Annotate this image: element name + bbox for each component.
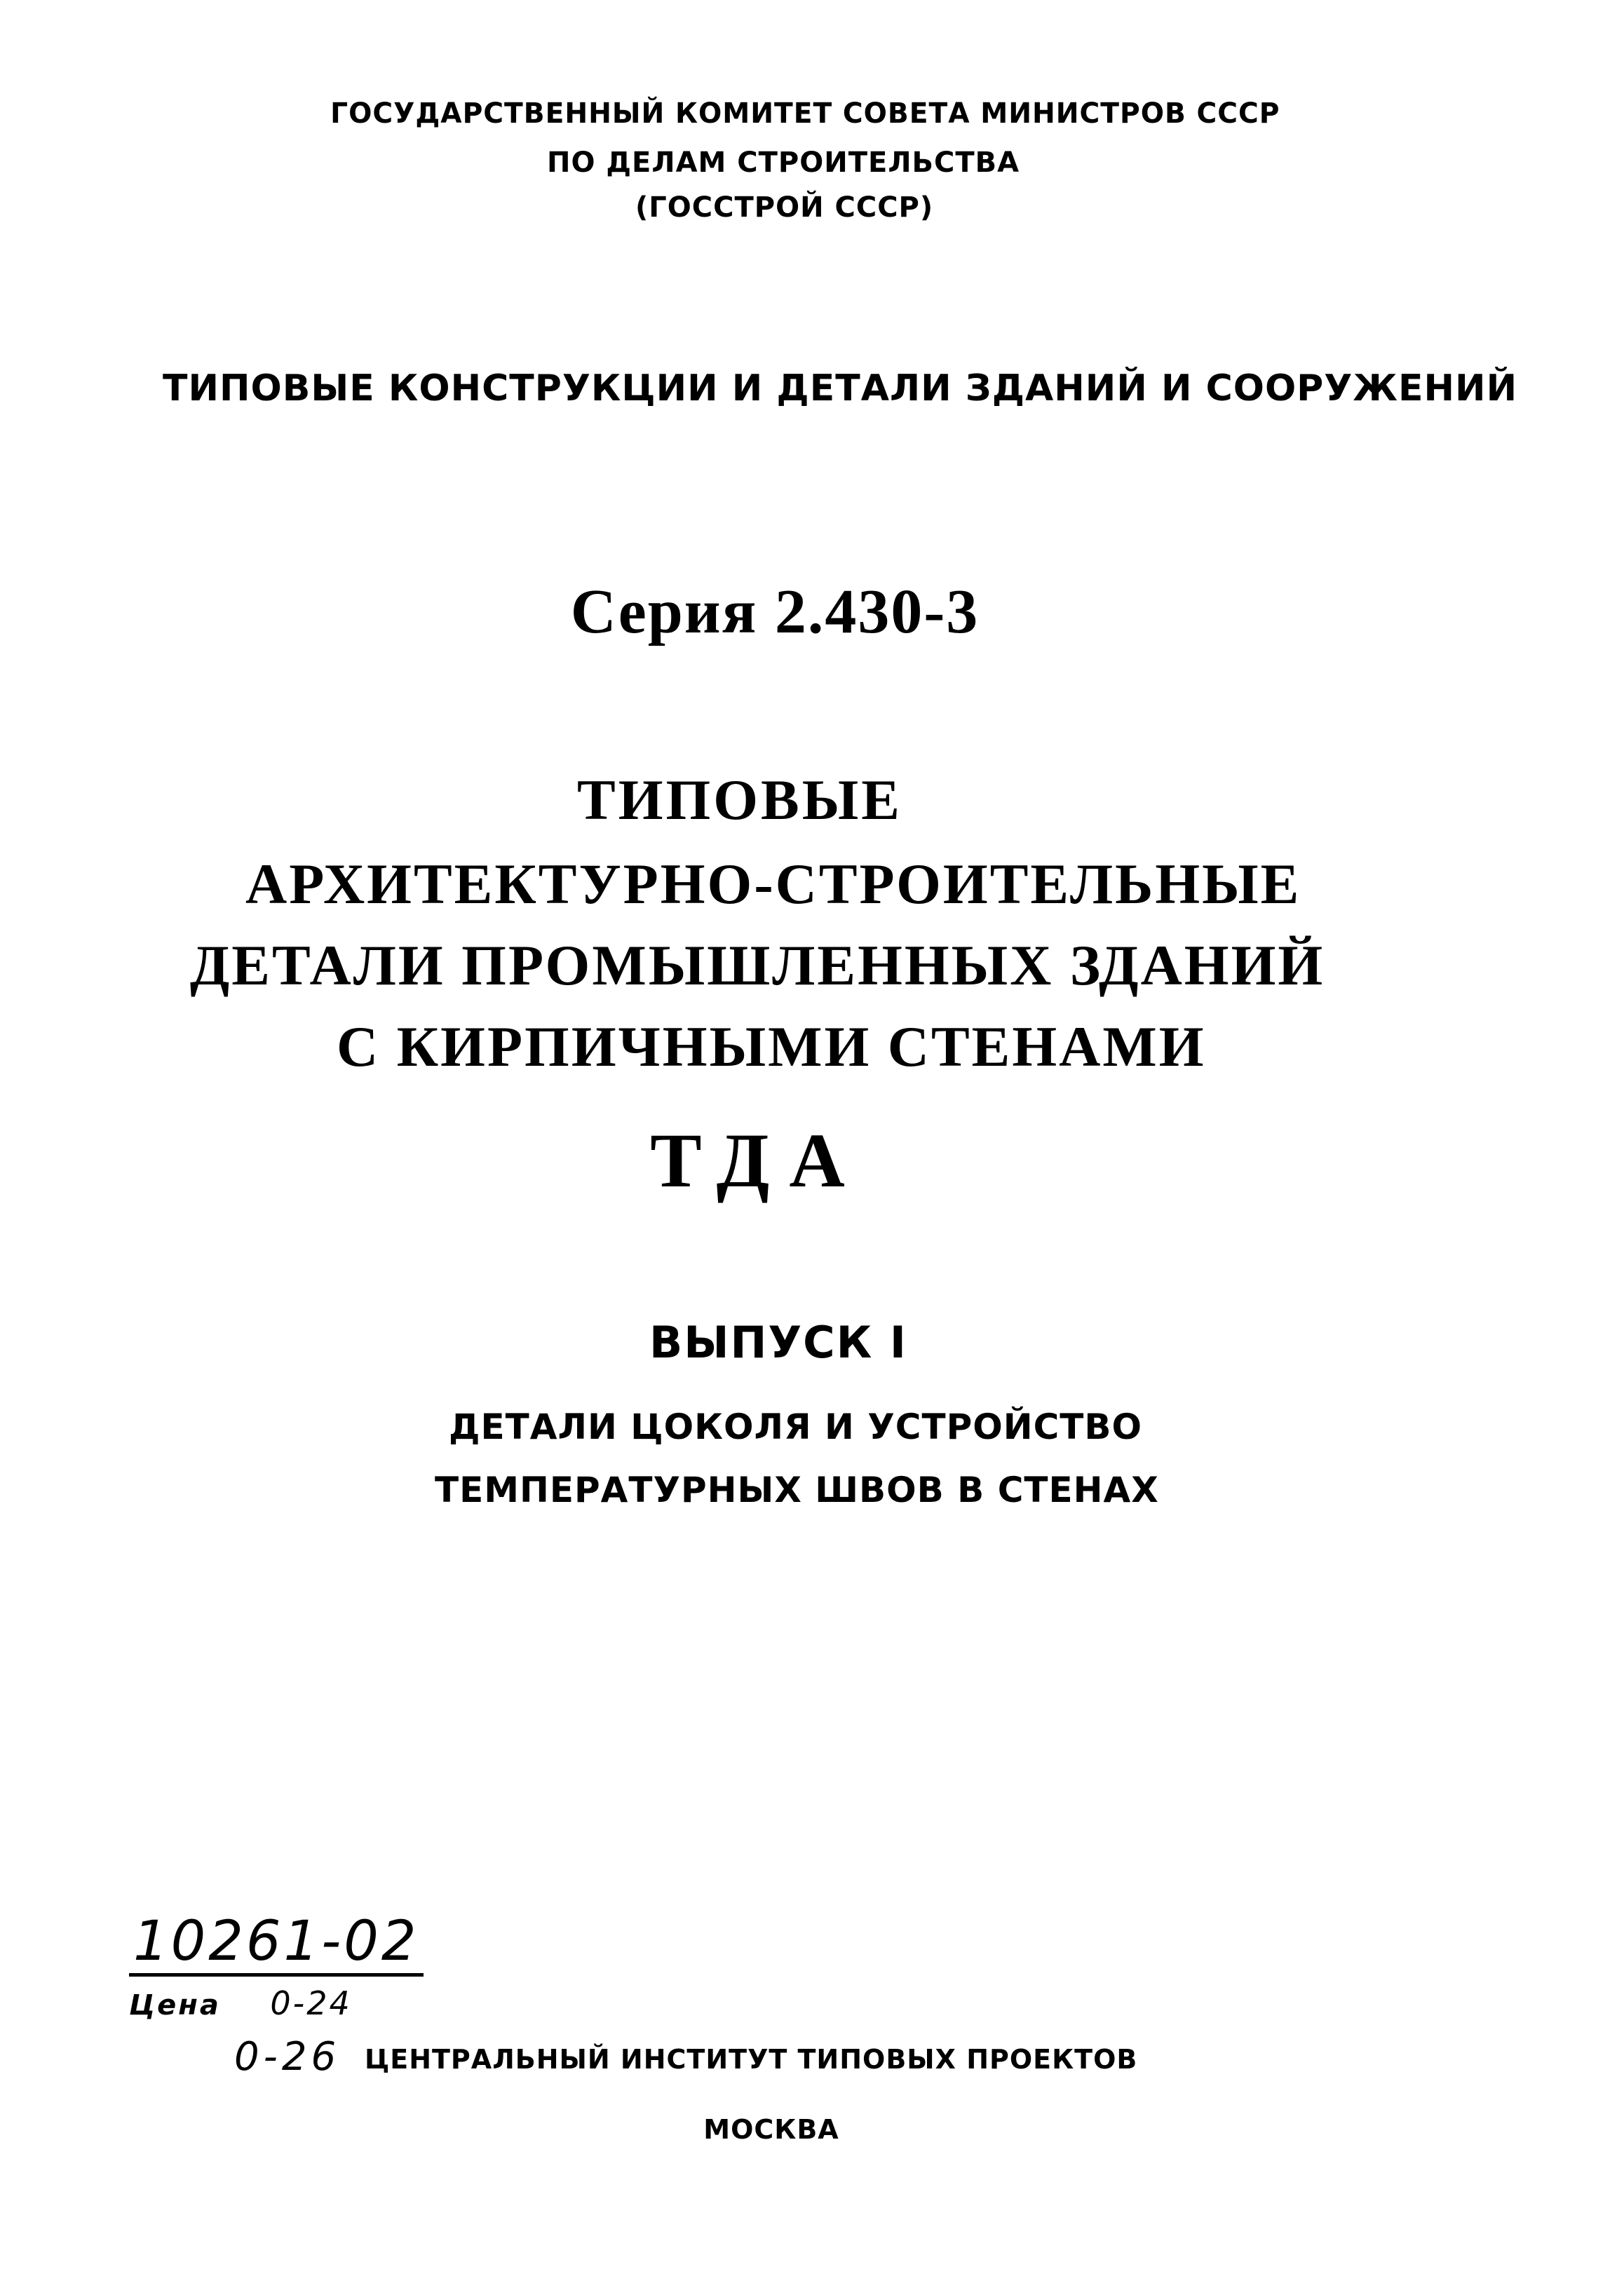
- abbreviation-title: ТДА: [650, 1118, 865, 1203]
- handwritten-catalog-number: 10261-02: [133, 1910, 419, 1973]
- header-department-line: ПО ДЕЛАМ СТРОИТЕЛЬСТВА: [547, 147, 1020, 179]
- handwritten-stamp: [119, 1910, 442, 2125]
- publisher-name: ЦЕНТРАЛЬНЫЙ ИНСТИТУТ ТИПОВЫХ ПРОЕКТОВ: [365, 2044, 1138, 2075]
- main-title-line-2: АРХИТЕКТУРНО-СТРОИТЕЛЬНЫЕ: [245, 852, 1301, 916]
- series-number: Серия 2.430-3: [570, 577, 980, 646]
- handwritten-price-line: [129, 1984, 352, 2022]
- handwritten-second-price: 0-26: [234, 2034, 341, 2080]
- main-title-line-4: С КИРПИЧНЫМИ СТЕНАМИ: [337, 1015, 1206, 1078]
- header-abbreviation-line: (ГОССТРОЙ СССР): [635, 191, 934, 224]
- handwritten-price-spacer: [234, 1984, 258, 2022]
- main-title-line-3: ДЕТАЛИ ПРОМЫШЛЕННЫХ ЗДАНИЙ: [189, 933, 1325, 997]
- issue-description-line-2: ТЕМПЕРАТУРНЫХ ШВОВ В СТЕНАХ: [435, 1470, 1159, 1510]
- handwritten-underline: [129, 1973, 424, 1977]
- publication-city: МОСКВА: [703, 2114, 839, 2145]
- issue-label: ВЫПУСК I: [649, 1317, 908, 1368]
- handwritten-price-value: 0-24: [270, 1984, 352, 2022]
- main-title-line-1: ТИПОВЫЕ: [577, 768, 902, 832]
- typical-constructions-title: ТИПОВЫЕ КОНСТРУКЦИИ И ДЕТАЛИ ЗДАНИЙ И СООРУЖЕНИЙ: [163, 367, 1518, 409]
- handwritten-price-label: Цена: [129, 1989, 221, 2021]
- header-ministry-line: ГОСУДАРСТВЕННЫЙ КОМИТЕТ СОВЕТА МИНИСТРОВ СССР: [330, 97, 1280, 130]
- issue-description-line-1: ДЕТАЛИ ЦОКОЛЯ И УСТРОЙСТВО: [449, 1407, 1142, 1447]
